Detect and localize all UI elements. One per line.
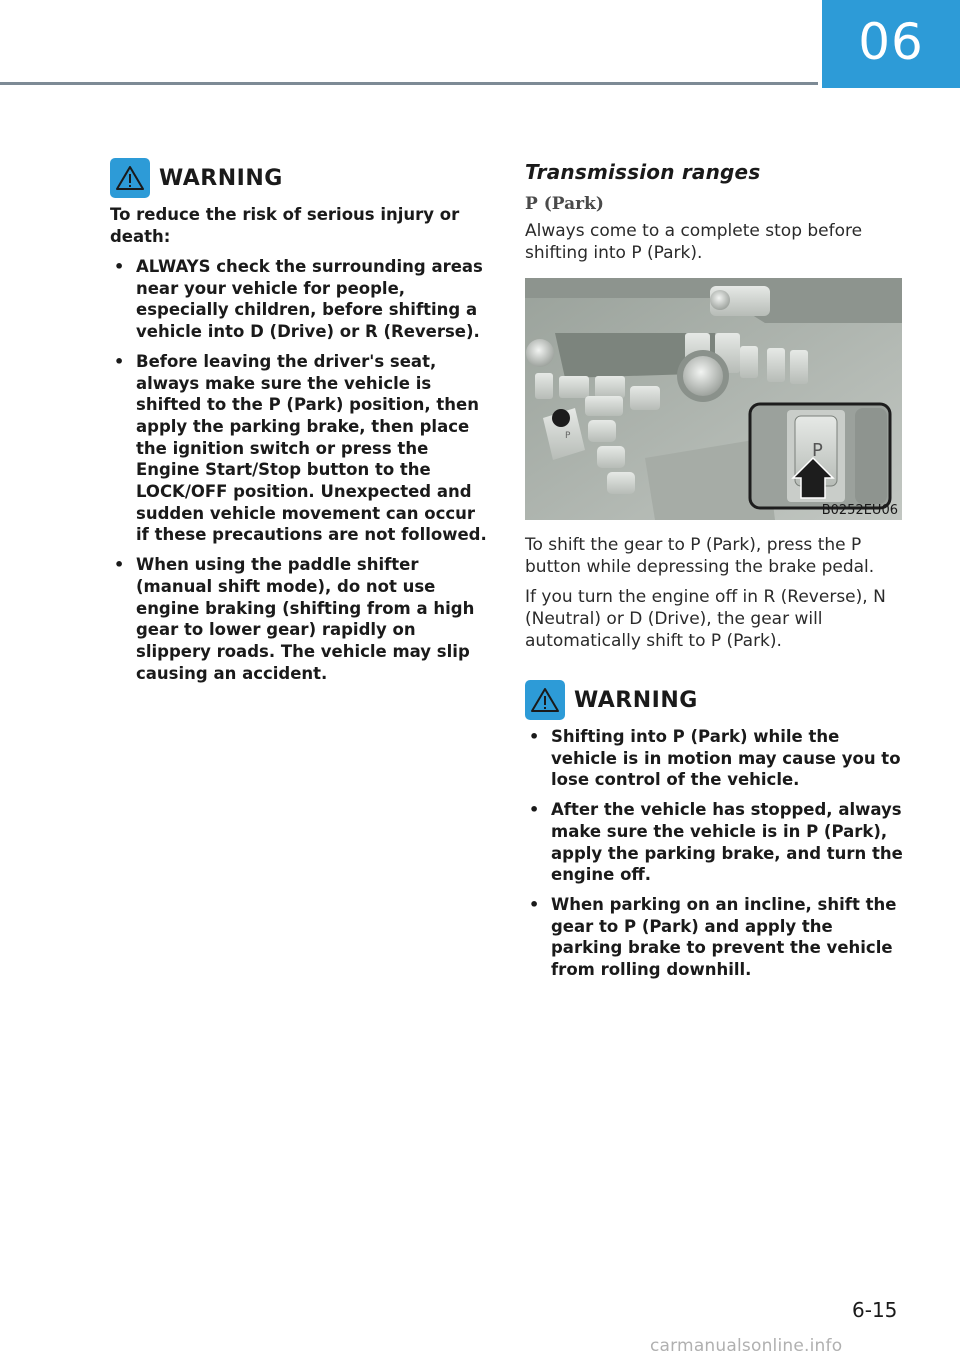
warning-icon xyxy=(525,680,565,720)
warning-title: WARNING xyxy=(159,165,283,191)
warning-header xyxy=(110,158,490,198)
warning-header xyxy=(525,680,905,720)
console-illustration xyxy=(525,278,902,520)
section-title: Transmission ranges xyxy=(525,160,761,184)
shifter-figure xyxy=(525,278,902,520)
paragraph: To shift the gear to P (Park), press the P button while depressing the brake pedal. xyxy=(525,535,875,577)
paragraph: If you turn the engine off in R (Reverse), N (Neutral) or D (Drive), the gear will automatically shift to P (Park). xyxy=(525,587,886,651)
svg-text:P: P xyxy=(565,431,571,441)
warning-icon xyxy=(110,158,150,198)
page-number: 6-15 xyxy=(852,1298,898,1322)
left-column xyxy=(110,158,490,692)
warning-list xyxy=(110,256,490,684)
list-item: • Shifting into P (Park) while the vehicle is in motion may cause you to lose control of the vehicle. xyxy=(525,726,905,791)
figure-code: B0252EU06 xyxy=(821,503,898,518)
warning-intro: To reduce the risk of serious injury or death: xyxy=(110,205,460,246)
list-item: • Before leaving the driver's seat, always make sure the vehicle is shifted to the P (Park) position, then apply the parking brake, then place the ignition switch or press the Engine Start/Stop button to the LOCK/OFF position. Unexpected and sudden vehicle movement can occur if these precautions are not followed. xyxy=(110,351,490,546)
subsection-title: P (Park) xyxy=(525,194,604,214)
warning-list xyxy=(525,726,905,981)
p-button-label: P xyxy=(812,440,823,461)
warning-block xyxy=(525,680,905,981)
list-item: • After the vehicle has stopped, always make sure the vehicle is in P (Park), apply the parking brake, and turn the engine off. xyxy=(525,799,905,886)
chapter-number: 06 xyxy=(858,13,924,71)
watermark-link[interactable]: carmanualsonline.info xyxy=(650,1336,843,1356)
list-item: • When parking on an incline, shift the gear to P (Park) and apply the parking brake to prevent the vehicle from rolling downhill. xyxy=(525,894,905,981)
intro-paragraph: Always come to a complete stop before shifting into P (Park). xyxy=(525,221,863,263)
header-rule xyxy=(0,82,818,85)
list-item: • ALWAYS check the surrounding areas near your vehicle for people, especially children, before shifting a vehicle into D (Drive) or R (Reverse). xyxy=(110,256,490,343)
list-item: • When using the paddle shifter (manual shift mode), do not use engine braking (shifting from a high gear to lower gear) rapidly on slippery roads. The vehicle may slip causing an accident. xyxy=(110,554,490,684)
right-column xyxy=(525,158,905,989)
warning-title: WARNING xyxy=(574,687,698,713)
chapter-tab xyxy=(822,0,960,88)
